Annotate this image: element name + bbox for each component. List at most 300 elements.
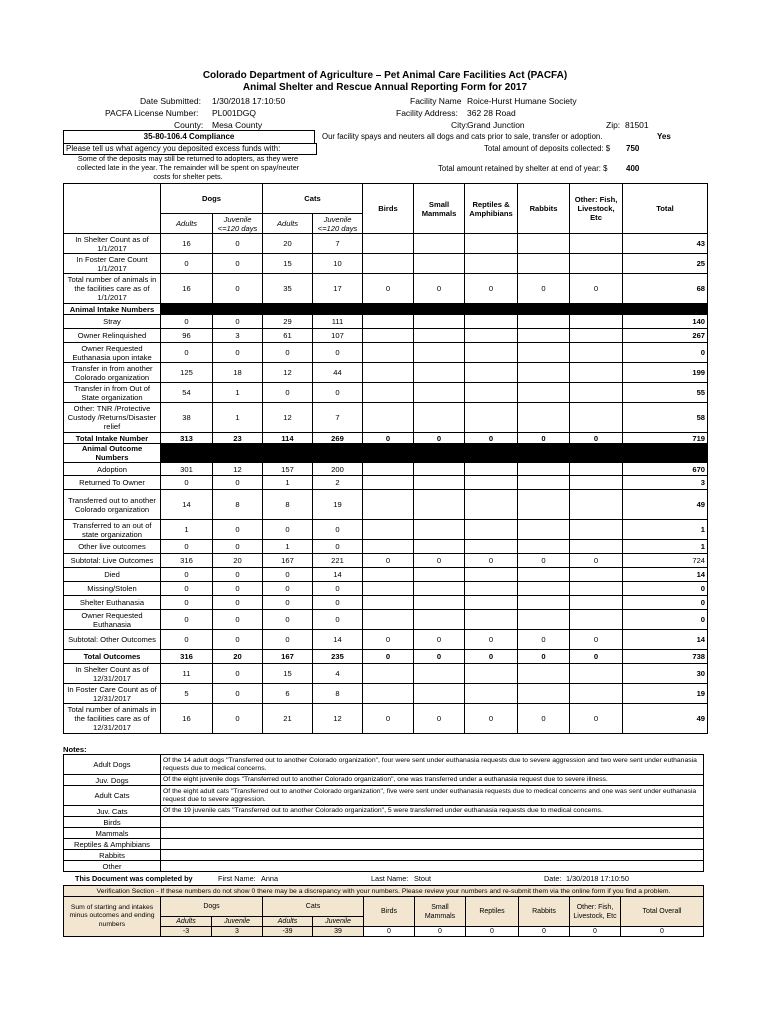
cell-value: 10 — [313, 254, 363, 274]
cell-value — [363, 329, 414, 343]
cell-value: 0 — [263, 568, 313, 582]
cell-value — [570, 490, 623, 520]
table-row — [64, 630, 708, 650]
cell-value: 23 — [213, 433, 263, 444]
cell-value — [465, 596, 518, 610]
subheader-cat-adults: Adults — [263, 214, 313, 234]
cell-value: 0 — [570, 554, 623, 568]
cell-value — [518, 383, 570, 403]
row-label: Subtotal: Other Outcomes — [64, 630, 161, 650]
cell-value: 0 — [363, 433, 414, 444]
last-name-value: Stout — [414, 874, 432, 883]
cell-value — [414, 540, 465, 554]
row-label: Transferred to an out of state organization — [64, 520, 161, 540]
cell-value: 1 — [263, 476, 313, 490]
table-row — [64, 650, 708, 664]
cell-value — [518, 664, 570, 684]
note-text: Of the 19 juvenile cats "Transferred out to another Colorado organization", 5 were transferred under euthanasia requests due to medical concerns. — [161, 806, 704, 817]
cell-value: 0 — [518, 704, 570, 734]
note-label: Rabbits — [64, 850, 161, 861]
row-label: Adoption — [64, 463, 161, 476]
form-subtitle: Animal Shelter and Rescue Annual Reporting Form for 2017 — [242, 82, 528, 93]
cell-value: 0 — [518, 554, 570, 568]
cell-value — [570, 315, 623, 329]
ver-value: 0 — [466, 927, 519, 937]
ver-cats: Cats — [263, 897, 364, 917]
cell-value — [363, 383, 414, 403]
cell-value — [518, 540, 570, 554]
cell-value: 0 — [161, 254, 213, 274]
cell-value: 0 — [518, 630, 570, 650]
cell-value — [570, 329, 623, 343]
cell-value — [363, 315, 414, 329]
cell-value: 0 — [414, 704, 465, 734]
row-label: In Foster Care Count as of 12/31/2017 — [64, 684, 161, 704]
cell-value — [363, 463, 414, 476]
cell-value — [414, 315, 465, 329]
cell-value: 0 — [570, 274, 623, 304]
form-title: Colorado Department of Agriculture – Pet Animal Care Facilities Act (PACFA) — [202, 70, 568, 81]
note-row — [64, 828, 704, 839]
note-text — [161, 861, 704, 872]
section-row-intake — [64, 304, 708, 315]
cell-value: 316 — [161, 554, 213, 568]
cell-value: 0 — [161, 630, 213, 650]
cell-value — [518, 582, 570, 596]
row-total: 58 — [623, 403, 708, 433]
facility-name-label: Facility Name — [410, 96, 462, 106]
cell-value: 0 — [465, 704, 518, 734]
cell-value: 12 — [213, 463, 263, 476]
table-row — [64, 664, 708, 684]
row-total: 719 — [623, 433, 708, 444]
cell-value: 0 — [213, 343, 263, 363]
cell-value — [518, 315, 570, 329]
row-total: 43 — [623, 234, 708, 254]
cell-value: 29 — [263, 315, 313, 329]
cell-value: 1 — [213, 383, 263, 403]
cell-value: 11 — [161, 664, 213, 684]
cell-value — [570, 520, 623, 540]
table-row — [64, 596, 708, 610]
cell-value: 0 — [363, 554, 414, 568]
note-text: Of the 14 adult dogs "Transferred out to another Colorado organization", four were sent under euthanasia requests due to severe aggression and two were sent under euthanasia requests due to medical concerns. — [161, 755, 704, 775]
cell-value: 7 — [313, 234, 363, 254]
table-row — [64, 476, 708, 490]
cell-value — [465, 315, 518, 329]
table-row — [64, 433, 708, 444]
cell-value: 0 — [414, 554, 465, 568]
row-total: 724 — [623, 554, 708, 568]
table-row — [64, 363, 708, 383]
cell-value — [570, 568, 623, 582]
cell-value — [414, 568, 465, 582]
cell-value: 114 — [263, 433, 313, 444]
cell-value: 157 — [263, 463, 313, 476]
cell-value: 96 — [161, 329, 213, 343]
cell-value: 0 — [161, 476, 213, 490]
cell-value: 0 — [213, 704, 263, 734]
cell-value: 7 — [313, 403, 363, 433]
cell-value — [363, 610, 414, 630]
ver-value: -3 — [161, 927, 212, 937]
verification-header-row — [64, 897, 704, 917]
cell-value — [570, 664, 623, 684]
note-label: Reptiles & Amphibians — [64, 839, 161, 850]
cell-value — [570, 596, 623, 610]
cell-value — [570, 582, 623, 596]
cell-value — [414, 254, 465, 274]
cell-value: 0 — [363, 630, 414, 650]
row-total: 0 — [623, 610, 708, 630]
verification-note-row — [64, 886, 704, 897]
spay-neuter-text: Our facility spays and neuters all dogs and cats prior to sale, transfer or adoption. — [322, 132, 603, 141]
cell-value: 0 — [263, 630, 313, 650]
ver-dogs: Dogs — [161, 897, 263, 917]
cell-value — [414, 490, 465, 520]
ver-reptiles: Reptiles — [466, 897, 519, 927]
section-bar — [161, 444, 708, 463]
cell-value: 313 — [161, 433, 213, 444]
cell-value — [414, 520, 465, 540]
row-label: Total number of animals in the facilities care as of 12/31/2017 — [64, 704, 161, 734]
note-row — [64, 817, 704, 828]
cell-value — [414, 234, 465, 254]
cell-value: 0 — [465, 274, 518, 304]
cell-value: 1 — [213, 403, 263, 433]
ver-cat-juvenile: Juvenile — [313, 917, 364, 927]
notes-body — [64, 755, 704, 872]
cell-value: 0 — [161, 582, 213, 596]
table-row — [64, 315, 708, 329]
cell-value: 54 — [161, 383, 213, 403]
row-total: 1 — [623, 520, 708, 540]
cell-value — [518, 610, 570, 630]
note-row — [64, 806, 704, 817]
note-label: Adult Dogs — [64, 755, 161, 775]
cell-value: 0 — [570, 433, 623, 444]
cell-value: 0 — [161, 540, 213, 554]
first-name-label: First Name: — [218, 874, 256, 883]
row-total: 25 — [623, 254, 708, 274]
ver-dog-adults: Adults — [161, 917, 212, 927]
city-label: City: — [451, 120, 468, 130]
ver-dog-juvenile: Juvenile — [212, 917, 263, 927]
cell-value: 61 — [263, 329, 313, 343]
county-label: County: — [174, 120, 204, 130]
cell-value: 0 — [213, 664, 263, 684]
table-row — [64, 463, 708, 476]
license-label: PACFA License Number: — [105, 108, 199, 118]
cell-value — [363, 684, 414, 704]
completed-by-row — [63, 874, 703, 884]
verification-row-label: Sum of starting and intakes minus outcomes and ending numbers — [64, 897, 161, 937]
row-label: Stray — [64, 315, 161, 329]
cell-value: 0 — [213, 234, 263, 254]
cell-value — [414, 463, 465, 476]
row-label: Returned To Owner — [64, 476, 161, 490]
cell-value: 0 — [414, 630, 465, 650]
notes-table — [63, 754, 704, 872]
cell-value: 4 — [313, 664, 363, 684]
cell-value — [363, 664, 414, 684]
cell-value: 0 — [518, 274, 570, 304]
row-label: Total number of animals in the facilities care as of 1/1/2017 — [64, 274, 161, 304]
cell-value: 0 — [161, 568, 213, 582]
cell-value: 111 — [313, 315, 363, 329]
cell-value: 0 — [363, 274, 414, 304]
cell-value: 0 — [414, 650, 465, 664]
row-total: 670 — [623, 463, 708, 476]
cell-value: 0 — [313, 610, 363, 630]
cell-value — [518, 254, 570, 274]
ver-value: 0 — [621, 927, 704, 937]
cell-value: 19 — [313, 490, 363, 520]
cell-value: 2 — [313, 476, 363, 490]
compliance-title: 35-80-106.4 Compliance — [63, 130, 315, 144]
ver-total: Total Overall — [621, 897, 704, 927]
zip-label: Zip: — [606, 120, 621, 130]
row-total: 1 — [623, 540, 708, 554]
cell-value: 17 — [313, 274, 363, 304]
table-row — [64, 704, 708, 734]
facility-address-label: Facility Address: — [396, 108, 458, 118]
deposits-value: 750 — [626, 144, 640, 153]
cell-value: 0 — [161, 343, 213, 363]
ver-small: Small Mammals — [415, 897, 466, 927]
cell-value: 12 — [263, 403, 313, 433]
header-row — [64, 184, 708, 214]
table-row — [64, 383, 708, 403]
cell-value — [518, 343, 570, 363]
cell-value — [518, 684, 570, 704]
cell-value — [465, 476, 518, 490]
cell-value: 235 — [313, 650, 363, 664]
row-total: 738 — [623, 650, 708, 664]
cell-value — [465, 463, 518, 476]
cell-value — [414, 363, 465, 383]
cell-value — [363, 363, 414, 383]
cell-value: 20 — [213, 650, 263, 664]
cell-value: 0 — [213, 684, 263, 704]
cell-value — [465, 540, 518, 554]
cell-value: 0 — [263, 596, 313, 610]
table-row — [64, 274, 708, 304]
deposit-note: Some of the deposits may still be returned to adopters, as they were collected late in the year. The remainder will be spent on spay/neuter costs for shelter pets. — [76, 154, 300, 181]
ver-value: 0 — [415, 927, 466, 937]
cell-value: 125 — [161, 363, 213, 383]
cell-value — [570, 403, 623, 433]
cell-value: 0 — [465, 433, 518, 444]
header-other: Other: Fish, Livestock, Etc — [570, 184, 623, 234]
note-label: Juv. Dogs — [64, 775, 161, 786]
cell-value: 0 — [213, 610, 263, 630]
cell-value: 0 — [263, 520, 313, 540]
cell-value — [465, 329, 518, 343]
cell-value: 107 — [313, 329, 363, 343]
cell-value: 0 — [213, 520, 263, 540]
cell-value: 8 — [263, 490, 313, 520]
cell-value — [518, 234, 570, 254]
row-total: 0 — [623, 343, 708, 363]
table-row — [64, 234, 708, 254]
cell-value — [518, 476, 570, 490]
row-total: 49 — [623, 490, 708, 520]
verification-note: Verification Section - If these numbers do not show 0 there may be a discrepancy with your numbers. Please review your numbers and re-submit them via the online form if you find a problem. — [64, 886, 704, 897]
header-reptiles: Reptiles & Amphibians — [465, 184, 518, 234]
cell-value: 0 — [313, 540, 363, 554]
cell-value — [363, 490, 414, 520]
cell-value — [465, 343, 518, 363]
ver-cat-adults: Adults — [263, 917, 313, 927]
note-row — [64, 850, 704, 861]
cell-value: 0 — [213, 582, 263, 596]
facility-name-value: Roice-Hurst Humane Society — [467, 96, 577, 106]
table-row — [64, 254, 708, 274]
row-total: 55 — [623, 383, 708, 403]
deposits-label: Total amount of deposits collected: $ — [484, 144, 611, 153]
note-label: Juv. Cats — [64, 806, 161, 817]
cell-value — [363, 596, 414, 610]
cell-value: 20 — [263, 234, 313, 254]
header-rabbits: Rabbits — [518, 184, 570, 234]
row-label: Total Intake Number — [64, 433, 161, 444]
cell-value: 14 — [161, 490, 213, 520]
cell-value: 0 — [213, 568, 263, 582]
cell-value — [414, 664, 465, 684]
cell-value: 18 — [213, 363, 263, 383]
completed-by-title: This Document was completed by — [75, 874, 193, 883]
cell-value — [465, 234, 518, 254]
retained-label: Total amount retained by shelter at end of year: $ — [438, 164, 608, 173]
date-submitted-value: 1/30/2018 17:10:50 — [212, 96, 286, 106]
header-small-mammals: Small Mammals — [414, 184, 465, 234]
table-row — [64, 540, 708, 554]
table-row — [64, 343, 708, 363]
note-text: Of the eight adult cats "Transferred out to another Colorado organization", five were sent under euthanasia requests due to medical concerns and one was sent under euthanasia request due to severe aggression. — [161, 786, 704, 806]
cell-value: 15 — [263, 664, 313, 684]
cell-value: 167 — [263, 554, 313, 568]
cell-value — [518, 520, 570, 540]
cell-value: 269 — [313, 433, 363, 444]
row-label: In Shelter Count as of 12/31/2017 — [64, 664, 161, 684]
cell-value: 0 — [161, 315, 213, 329]
cell-value: 0 — [518, 650, 570, 664]
cell-value: 0 — [414, 274, 465, 304]
row-label: Other live outcomes — [64, 540, 161, 554]
cell-value: 0 — [570, 630, 623, 650]
row-total: 49 — [623, 704, 708, 734]
cell-value: 167 — [263, 650, 313, 664]
row-total: 3 — [623, 476, 708, 490]
table-row — [64, 520, 708, 540]
cell-value — [363, 254, 414, 274]
cell-value: 14 — [313, 630, 363, 650]
ver-value: -39 — [263, 927, 313, 937]
cell-value — [518, 596, 570, 610]
table-row — [64, 554, 708, 568]
cell-value: 8 — [213, 490, 263, 520]
cell-value: 301 — [161, 463, 213, 476]
note-label: Mammals — [64, 828, 161, 839]
cell-value: 0 — [213, 540, 263, 554]
cell-value: 0 — [570, 650, 623, 664]
date-submitted-label: Date Submitted: — [140, 96, 201, 106]
row-total: 14 — [623, 568, 708, 582]
cell-value — [570, 234, 623, 254]
cell-value — [465, 490, 518, 520]
spay-neuter-value: Yes — [657, 132, 671, 141]
agency-question: Please tell us what agency you deposited excess funds with: — [63, 143, 317, 155]
cell-value: 14 — [313, 568, 363, 582]
section-title-intake: Animal Intake Numbers — [64, 304, 161, 315]
row-total: 30 — [623, 664, 708, 684]
note-text — [161, 828, 704, 839]
ver-value: 0 — [570, 927, 621, 937]
cell-value: 3 — [213, 329, 263, 343]
cell-value: 0 — [414, 433, 465, 444]
ver-value: 39 — [313, 927, 364, 937]
cell-value: 12 — [313, 704, 363, 734]
row-label: Shelter Euthanasia — [64, 596, 161, 610]
table-row — [64, 568, 708, 582]
first-name-value: Anna — [261, 874, 279, 883]
table-row — [64, 610, 708, 630]
cell-value: 0 — [570, 704, 623, 734]
last-name-label: Last Name: — [371, 874, 409, 883]
row-total: 14 — [623, 630, 708, 650]
row-label: Subtotal: Live Outcomes — [64, 554, 161, 568]
note-text — [161, 817, 704, 828]
cell-value: 0 — [213, 274, 263, 304]
note-row — [64, 839, 704, 850]
cell-value: 15 — [263, 254, 313, 274]
ver-value: 3 — [212, 927, 263, 937]
row-label: Transfer in from another Colorado organization — [64, 363, 161, 383]
cell-value — [363, 476, 414, 490]
cell-value — [570, 383, 623, 403]
cell-value — [465, 684, 518, 704]
table-body — [64, 184, 708, 734]
cell-value — [570, 343, 623, 363]
row-label: Transferred out to another Colorado organization — [64, 490, 161, 520]
row-total: 68 — [623, 274, 708, 304]
cell-value — [465, 568, 518, 582]
table-row — [64, 582, 708, 596]
cell-value: 20 — [213, 554, 263, 568]
cell-value — [414, 476, 465, 490]
section-row-outcome — [64, 444, 708, 463]
ver-other: Other: Fish, Livestock, Etc — [570, 897, 621, 927]
cell-value: 0 — [263, 383, 313, 403]
cell-value: 0 — [363, 704, 414, 734]
row-total: 0 — [623, 596, 708, 610]
header-total: Total — [623, 184, 708, 234]
cell-value: 6 — [263, 684, 313, 704]
cell-value: 0 — [213, 254, 263, 274]
row-label: Died — [64, 568, 161, 582]
note-row — [64, 775, 704, 786]
cell-value: 0 — [313, 520, 363, 540]
cell-value — [414, 329, 465, 343]
table-row — [64, 684, 708, 704]
note-label: Birds — [64, 817, 161, 828]
cell-value: 1 — [263, 540, 313, 554]
cell-value: 0 — [465, 650, 518, 664]
header-dogs: Dogs — [161, 184, 263, 214]
cell-value: 16 — [161, 234, 213, 254]
cell-value: 12 — [263, 363, 313, 383]
